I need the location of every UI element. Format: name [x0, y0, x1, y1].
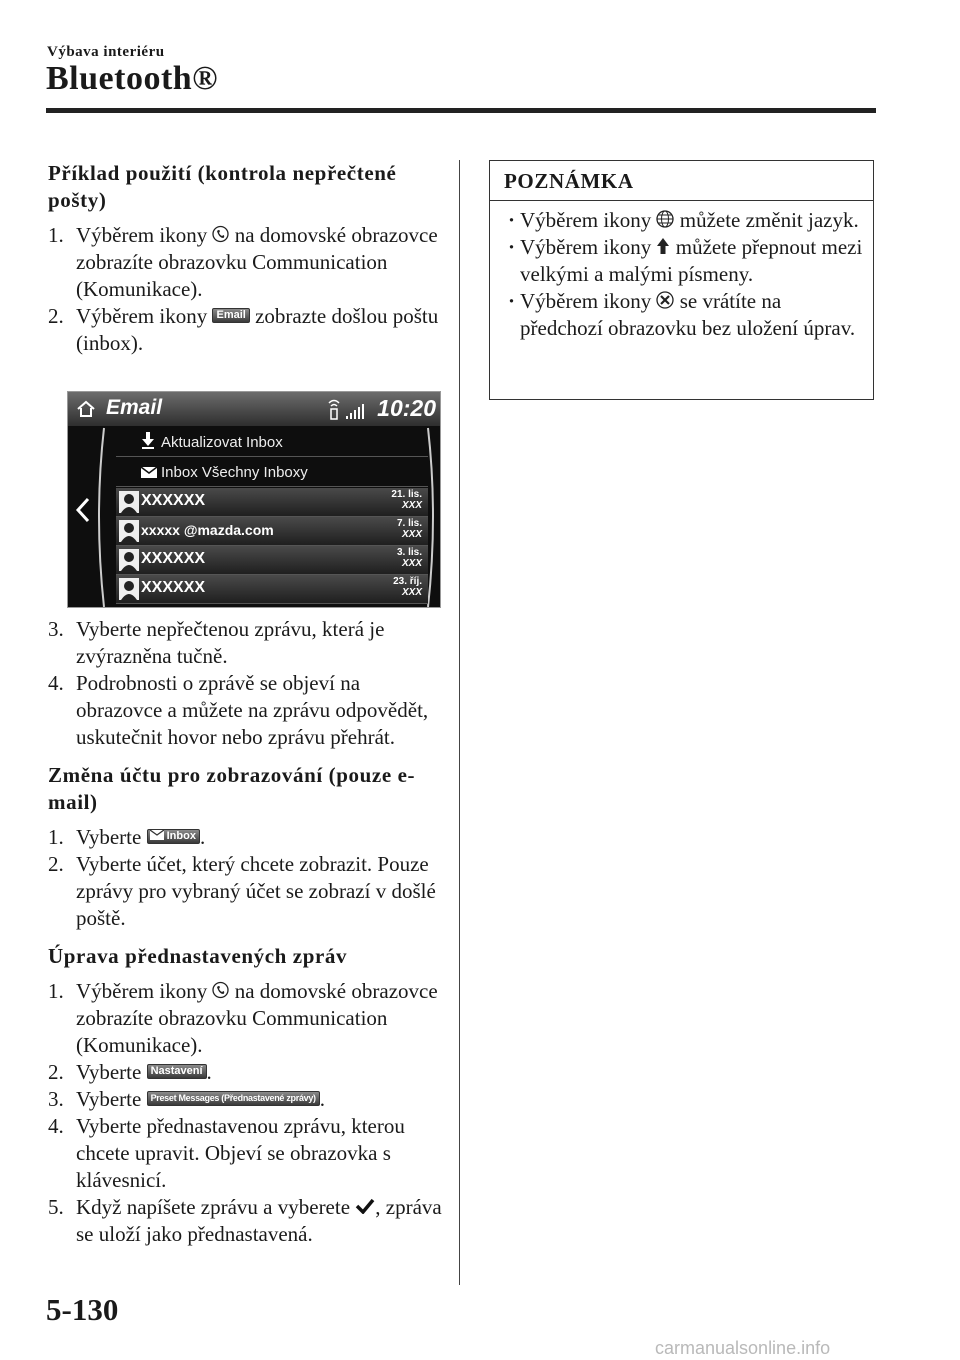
contact-avatar-icon [119, 578, 139, 600]
list-item-label: Inbox Všechny Inboxy [161, 464, 308, 481]
note-item: · Výběrem ikony můžete změnit jazyk. [520, 207, 863, 234]
step-number: 2. [48, 1060, 64, 1084]
heading-change-account: Změna účtu pro zobrazování (pouze e-mail) [48, 763, 416, 814]
step-number: 3. [48, 1087, 64, 1111]
step-1 [48, 824, 443, 851]
message-date: 23. říj. XXX [393, 576, 422, 598]
preset-messages-key: Preset Messages (Přednastavené zprávy) [147, 1091, 320, 1106]
step-number: 4. [48, 1114, 64, 1138]
note-title: POZNÁMKA [490, 161, 873, 201]
step-text: Když napíšete zprávu a vyberete [76, 1195, 351, 1219]
step-2 [48, 303, 443, 357]
step-number: 3. [48, 617, 64, 641]
step-number: 1. [48, 825, 64, 849]
step-text: Vyberte nepřečtenou zprávu, která je zvýrazněna tučně. [76, 617, 385, 668]
step-number: 1. [48, 223, 64, 247]
step-number: 2. [48, 304, 64, 328]
step-text: . [319, 1087, 326, 1111]
step-text: Vyberte [76, 825, 142, 849]
screen-title: Email [106, 396, 163, 419]
step-text: Výběrem ikony [76, 223, 208, 247]
back-arrow-icon[interactable] [75, 497, 91, 523]
heading-edit-preset: Úprava přednastavených zpráv [48, 944, 348, 968]
section-label: Výbava interiéru [47, 44, 165, 60]
list-item-label: Aktualizovat Inbox [161, 434, 283, 451]
left-column-bottom [48, 616, 443, 1248]
heading-check-unread: Příklad použití (kontrola nepřečtené pošty) [48, 161, 397, 212]
signal-status-icon [326, 397, 366, 421]
contact-avatar-icon [119, 520, 139, 542]
step-text: Výběrem ikony [76, 304, 208, 328]
settings-key: Nastavení [147, 1064, 207, 1079]
step-text: na domovské obrazovce zobrazíte obrazovku Communication (Komunikace). [76, 979, 438, 1057]
step-text: Podrobnosti o zprávě se objeví na obrazovce a můžete na zprávu odpovědět, uskutečnit hovor nebo zprávu přehrát. [76, 671, 429, 749]
shift-arrow-icon [656, 237, 670, 255]
step-2 [48, 851, 443, 932]
envelope-icon [141, 467, 157, 478]
note-box [489, 160, 874, 400]
step-number: 4. [48, 671, 64, 695]
watermark: carmanualsonline.info [655, 1338, 831, 1358]
step-number: 1. [48, 979, 64, 1003]
communication-icon [212, 225, 229, 243]
globe-icon [656, 210, 674, 228]
communication-icon [212, 981, 229, 999]
email-list [98, 426, 438, 608]
page-title: Bluetooth® [46, 60, 219, 97]
step-1 [48, 222, 443, 303]
step-text: na domovské obrazovce zobrazíte obrazovku Communication (Komunikace). [76, 223, 438, 301]
message-row[interactable] [116, 517, 428, 546]
message-date: 7. lis. XXX [396, 518, 422, 540]
message-row[interactable] [116, 546, 428, 575]
message-date: 3. lis. XXX [396, 547, 422, 569]
column-divider [459, 160, 460, 1285]
home-icon [76, 400, 96, 418]
message-sender: XXXXXX [141, 550, 206, 567]
step-text: Vyberte přednastavenou zprávu, kterou chcete upravit. Objeví se obrazovka s klávesnicí. [76, 1114, 405, 1192]
message-row[interactable] [116, 575, 428, 604]
message-date: 21. lis. XXX [391, 489, 422, 511]
contact-avatar-icon [119, 491, 139, 513]
step-4 [48, 670, 443, 751]
step-number: 5. [48, 1195, 64, 1219]
screen-time: 10:20 [377, 395, 436, 421]
step-2 [48, 1059, 443, 1086]
title-rule [46, 108, 876, 113]
all-inboxes-item[interactable] [116, 458, 428, 487]
left-column-top [48, 160, 443, 357]
email-screen [67, 391, 441, 608]
step-text: Vyberte [76, 1087, 142, 1111]
step-text: , zpráva se uloží jako přednastavená. [76, 1195, 442, 1246]
step-4 [48, 1113, 443, 1194]
step-text: Výběrem ikony [76, 979, 208, 1003]
step-5 [48, 1194, 443, 1248]
note-body [490, 201, 873, 342]
step-text: zobrazte došlou poštu (inbox). [76, 304, 439, 355]
download-icon [141, 431, 155, 449]
update-inbox-item[interactable] [116, 428, 428, 457]
step-text: Vyberte [76, 1060, 142, 1084]
message-sender: XXXXXX [141, 579, 206, 596]
step-1 [48, 978, 443, 1059]
step-text: Vyberte účet, který chcete zobrazit. Pouze zprávy pro vybraný účet se zobrazí v došlé poště. [76, 852, 436, 930]
message-sender: XXXXXX [141, 492, 206, 509]
inbox-key: Inbox [147, 829, 200, 844]
step-3 [48, 1086, 443, 1113]
email-key: Email [212, 308, 249, 323]
step-number: 2. [48, 852, 64, 876]
page-number: 5-130 [46, 1292, 119, 1327]
message-row[interactable] [116, 488, 428, 517]
step-text: . [206, 1060, 212, 1084]
contact-avatar-icon [119, 549, 139, 571]
message-sender: xxxxx @mazda.com [141, 522, 274, 538]
cancel-icon [656, 291, 674, 309]
checkmark-icon [355, 1198, 375, 1214]
note-item: · Výběrem ikony se vrátíte na předchozí obrazovku bez uložení úprav. [520, 288, 863, 342]
step-text: . [199, 825, 206, 849]
screen-header [68, 392, 440, 426]
note-item: · Výběrem ikony můžete přepnout mezi velkými a malými písmeny. [520, 234, 863, 288]
step-3 [48, 616, 443, 670]
